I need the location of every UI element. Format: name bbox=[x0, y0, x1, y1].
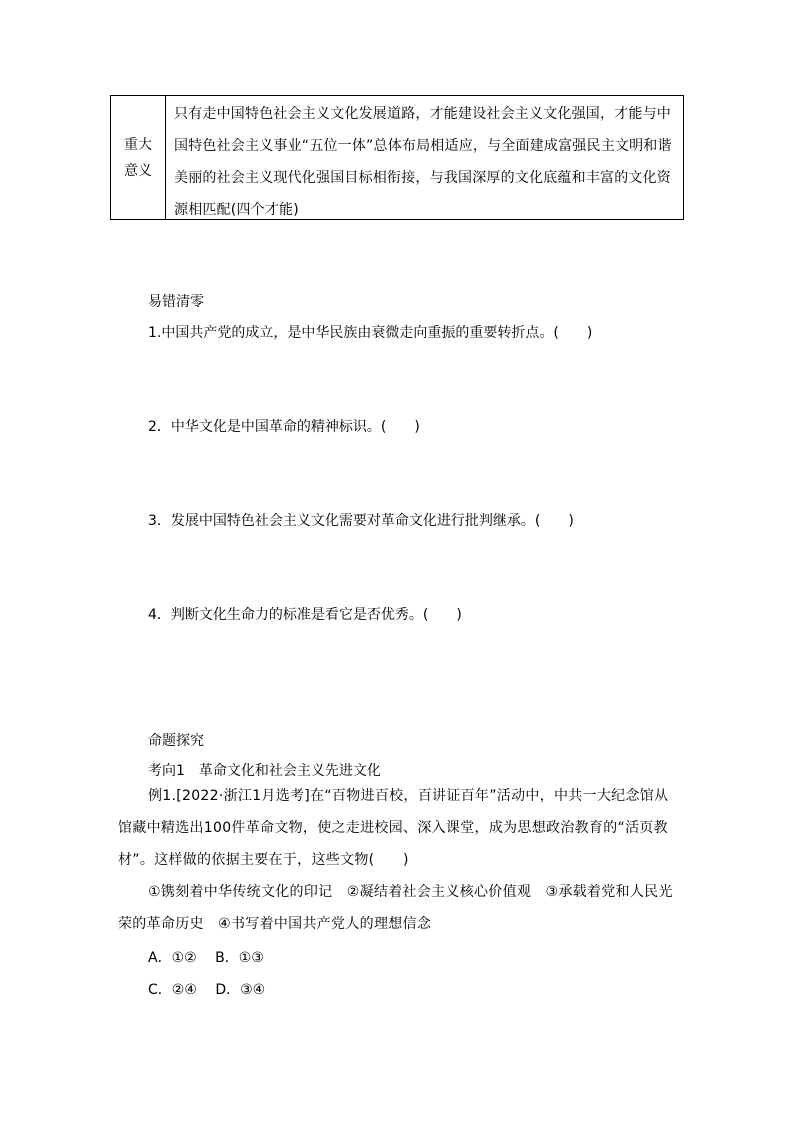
exam-direction: 考向1 革命文化和社会主义先进文化 bbox=[148, 763, 381, 779]
options-row-1: A．①② B．①③ bbox=[148, 950, 264, 966]
question-statements: ①镌刻着中华传统文化的印记 ②凝结着社会主义核心价值观 ③承载着党和人民光荣的革命历史 ④书写着中国共产党人的理想信念 bbox=[118, 884, 673, 932]
options-row-2: C．②④ D．③④ bbox=[148, 982, 266, 998]
table-header-cell bbox=[111, 96, 166, 219]
error-item-1: 1.中国共产党的成立，是中华民族由衰微走向重振的重要转折点。( ) bbox=[148, 325, 593, 341]
header-text-1: 重大 bbox=[124, 136, 152, 153]
question-text: 例1.[2022·浙江1月选考]在“百物进百校，百讲证百年”活动中，中共一大纪念馆从馆藏中精选出100件革命文物，使之走进校园、深入课堂，成为思想政治教育的“活页教材”。这样做的依据主要在于，这些文物( ) bbox=[118, 788, 669, 868]
error-item-4: 4．判断文化生命力的标准是看它是否优秀。( ) bbox=[148, 607, 462, 623]
errors-title: 易错清零 bbox=[148, 294, 204, 310]
error-item-2: 2．中华文化是中国革命的精神标识。( ) bbox=[148, 419, 420, 435]
explore-title: 命题探究 bbox=[148, 733, 204, 749]
significance-table bbox=[110, 95, 684, 220]
header-text-2: 意义 bbox=[124, 162, 152, 179]
table-content-cell: 只有走中国特色社会主义文化发展道路，才能建设社会主义文化强国，才能与中国特色社会主义事业“五位一体”总体布局相适应，与全面建成富强民主文明和谐美丽的社会主义现代化强国目标相衔接，与我国深厚的文化底蕴和丰富的文化资源相匹配(四个才能) bbox=[174, 106, 672, 218]
error-item-3: 3．发展中国特色社会主义文化需要对革命文化进行批判继承。( ) bbox=[148, 513, 574, 529]
